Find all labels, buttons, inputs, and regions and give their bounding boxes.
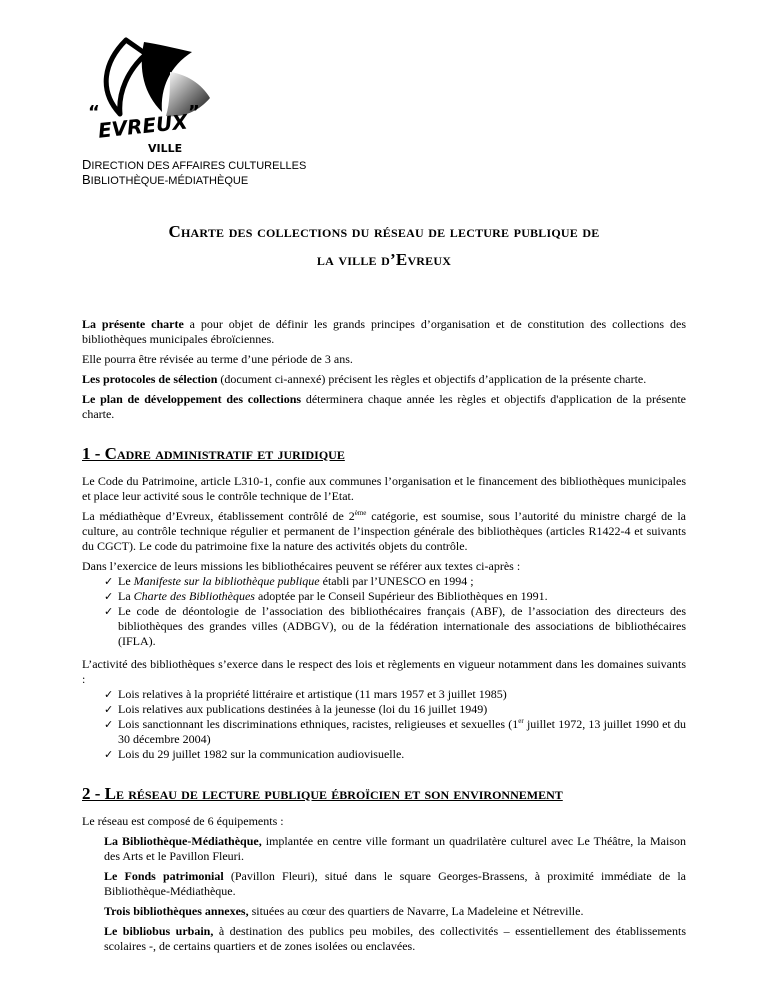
section-1-paragraph: L’activité des bibliothèques s’exerce dans le respect des lois et règlements en vigueur notamment dans les domaines suivants : [82,657,686,686]
section-1-paragraph: La médiathèque d’Evreux, établissement contrôlé de 2ème catégorie, est soumise, sous l’autorité du ministre chargé de la culture, au contrôle technique régulier et permanent de l’inspection générale des bibliothèques (articles R1422-4 et suivants du CGCT). Le code du patrimoine fixe la nature des activités objets du contrôle. [82,509,686,553]
org-line-direction: DIRECTION DES AFFAIRES CULTURELLES [82,157,307,172]
document-title [82,218,686,274]
svg-text:”: ” [188,102,200,123]
facility-paragraph: Le bibliobus urbain, à destination des publics peu mobiles, des collectivités – essentiellement des établissements scolaires -, de certains quartiers et de zones isolées ou enclavées. [104,924,686,953]
list-item: ✓ Le code de déontologie de l’association des bibliothécaires français (ABF), de l’association des directeurs des bibliothèques des grandes villes (ADBGV), ou de la fédération internationale des associations de bibliothécaires (IFLA). [104,604,686,649]
svg-text:“: “ [88,102,100,123]
svg-text:VILLE: VILLE [148,142,183,155]
section-2-paragraph: Le réseau est composé de 6 équipements : [82,814,284,828]
facility-paragraph: Le Fonds patrimonial (Pavillon Fleuri), situé dans le square Georges-Brassens, à proximité immédiate de la Bibliothèque-Médiathèque. [104,869,686,898]
svg-text:EVREUX: EVREUX [96,109,189,143]
section-2-heading: 2 - Le réseau de lecture publique ébroïcien et son environnement [82,784,563,803]
intro-paragraph: Le plan de développement des collections déterminera chaque année les règles et objectifs d'application de la présente charte. [82,392,686,421]
list-item: ✓ La Charte des Bibliothèques adoptée par le Conseil Supérieur des Bibliothèques en 1991. [104,589,686,604]
intro-paragraph: Les protocoles de sélection (document ci-annexé) précisent les règles et objectifs d’application de la présente charte. [82,372,647,386]
list-item: ✓ Le Manifeste sur la bibliothèque publique établi par l’UNESCO en 1994 ; [104,574,686,589]
list-item: ✓ Lois relatives aux publications destinées à la jeunesse (loi du 16 juillet 1949) [104,702,686,717]
section-1-paragraph: Dans l’exercice de leurs missions les bibliothécaires peuvent se référer aux textes ci-après : [82,559,521,573]
laws-list [82,687,686,762]
list-item: ✓ Lois relatives à la propriété littéraire et artistique (11 mars 1957 et 3 juillet 1985) [104,687,686,702]
reference-texts-list [82,574,686,649]
org-line-bibliotheque: BIBLIOTHÈQUE-MÉDIATHÈQUE [82,172,249,187]
list-item: ✓ Lois du 29 juillet 1982 sur la communication audiovisuelle. [104,747,686,762]
facility-paragraph: Trois bibliothèques annexes, situées au cœur des quartiers de Navarre, La Madeleine et Nétreville. [104,904,584,918]
title-line-2: la ville d’Evreux [316,250,452,269]
evreux-leaf-logo-icon [74,32,214,157]
section-1-heading: 1 - Cadre administratif et juridique [82,444,345,463]
list-item: ✓ Lois sanctionnant les discriminations ethniques, racistes, religieuses et sexuelles (1er juillet 1972, 13 juillet 1990 et du 30 décembre 2004) [104,717,686,747]
section-1-paragraph: Le Code du Patrimoine, article L310-1, confie aux communes l’organisation et le financement des bibliothèques municipales et place leur activité sous le contrôle technique de l’Etat. [82,474,686,503]
title-line-1: Charte des collections du réseau de lecture publique de [168,222,600,241]
intro-paragraph: Elle pourra être révisée au terme d’une période de 3 ans. [82,352,353,366]
document-body [82,317,686,959]
intro-paragraph: La présente charte a pour objet de définir les grands principes d’organisation et de constitution des collections des bibliothèques municipales ébroïciennes. [82,317,686,346]
facility-paragraph: La Bibliothèque-Médiathèque, implantée en centre ville formant un quadrilatère culturel avec Le Théâtre, la Maison des Arts et le Pavillon Fleuri. [104,834,686,863]
organization-header [82,158,306,188]
